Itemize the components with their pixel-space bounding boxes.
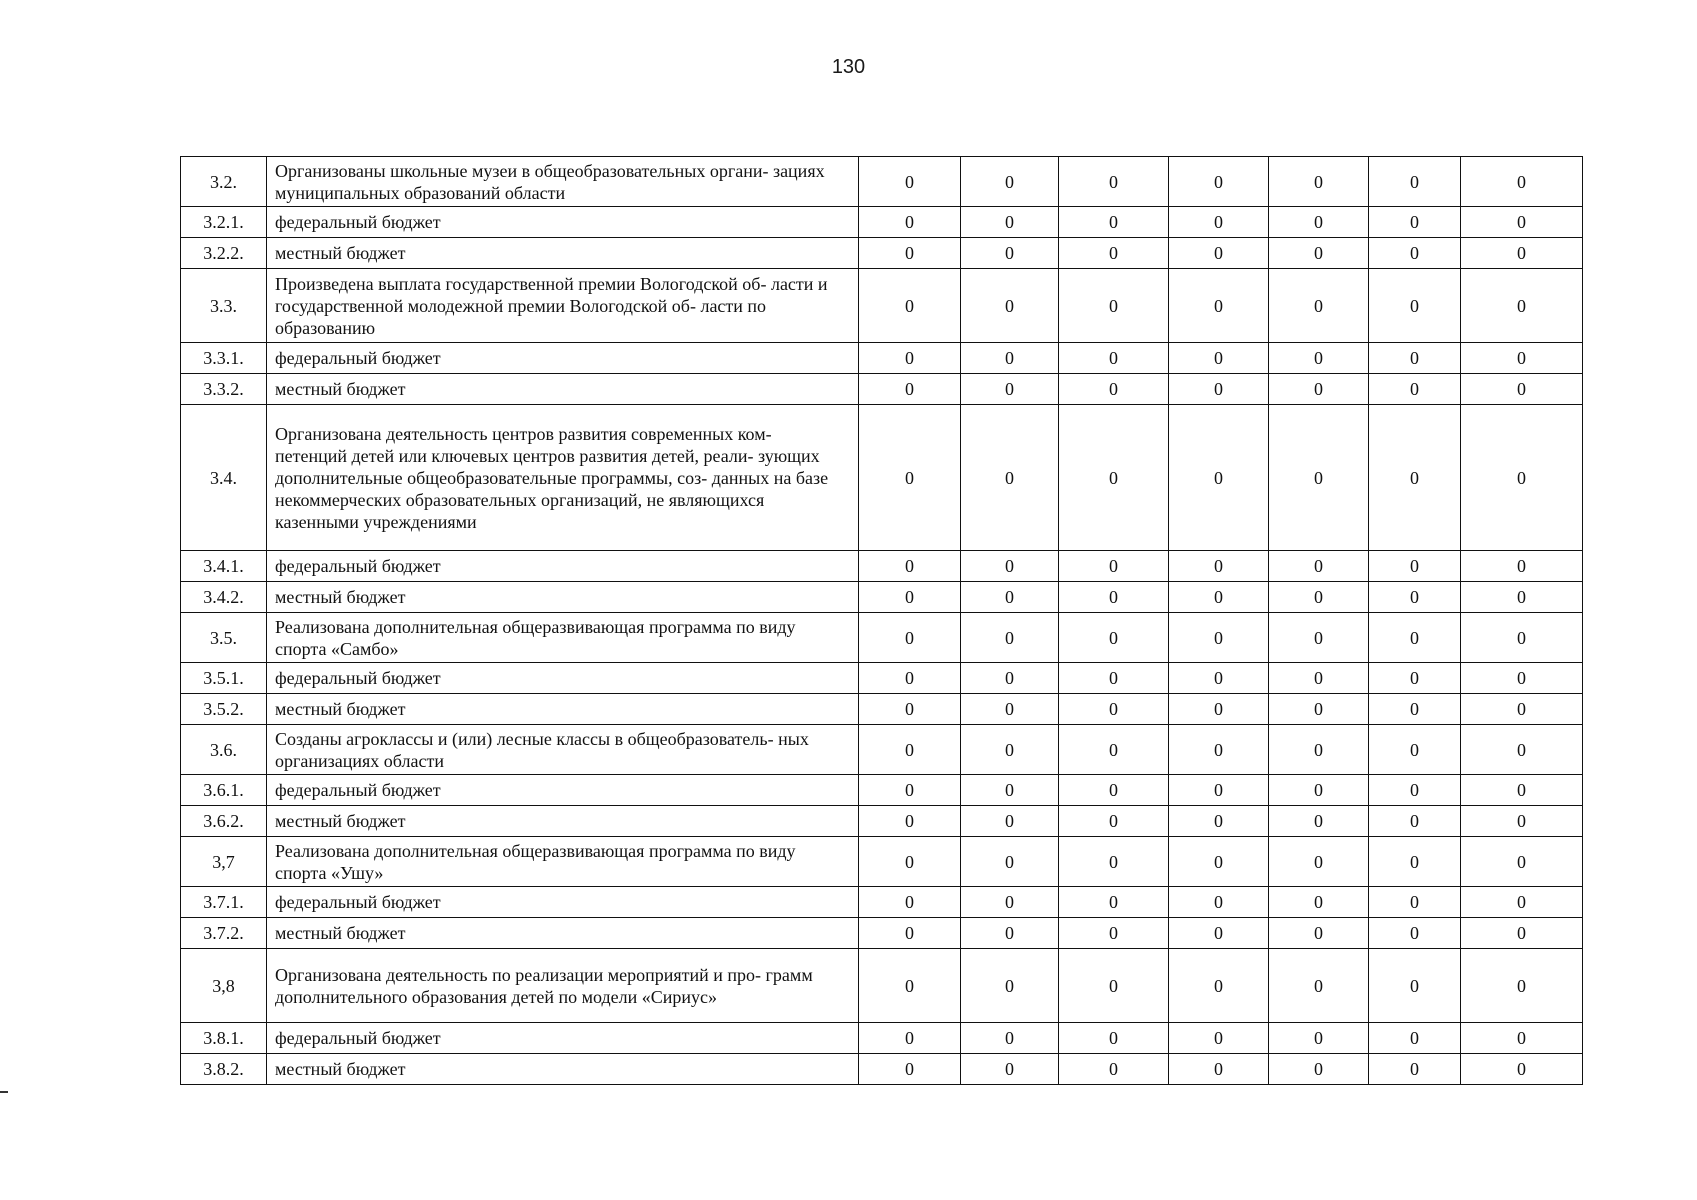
table-row (181, 806, 1583, 837)
row-description: местный бюджет (267, 374, 859, 405)
value-cell: 0 (1269, 238, 1369, 269)
value-cell: 0 (859, 775, 961, 806)
row-description: местный бюджет (267, 806, 859, 837)
value-cell: 0 (1269, 207, 1369, 238)
value-cell: 0 (1269, 775, 1369, 806)
table-row (181, 837, 1583, 887)
value-cell: 0 (859, 207, 961, 238)
value-cell: 0 (859, 582, 961, 613)
budget-table (180, 156, 1583, 1085)
row-number: 3.8.2. (181, 1054, 267, 1085)
value-cell: 0 (1461, 725, 1583, 775)
value-cell: 0 (961, 582, 1059, 613)
row-description: федеральный бюджет (267, 775, 859, 806)
value-cell: 0 (1461, 238, 1583, 269)
value-cell: 0 (1169, 663, 1269, 694)
row-number: 3.3.1. (181, 343, 267, 374)
table-row (181, 918, 1583, 949)
table-row (181, 887, 1583, 918)
scan-margin-mark (0, 1091, 8, 1093)
value-cell: 0 (859, 374, 961, 405)
table-row (181, 405, 1583, 551)
value-cell: 0 (1269, 551, 1369, 582)
row-description: Организована деятельность центров развития современных ком- петенций детей или ключевых центров развития детей, реали- зующих дополнительные общеобразовательные программы, соз- данных на базе некоммерческих образовательных организаций, не являющихся казенными учреждениями (267, 405, 859, 551)
value-cell: 0 (1169, 405, 1269, 551)
value-cell: 0 (1461, 837, 1583, 887)
value-cell: 0 (1269, 837, 1369, 887)
row-number: 3.7.2. (181, 918, 267, 949)
row-description: Созданы агроклассы и (или) лесные классы в общеобразователь- ных организациях области (267, 725, 859, 775)
value-cell: 0 (1461, 806, 1583, 837)
value-cell: 0 (1369, 918, 1461, 949)
value-cell: 0 (1059, 207, 1169, 238)
value-cell: 0 (1461, 157, 1583, 207)
value-cell: 0 (1169, 887, 1269, 918)
value-cell: 0 (961, 269, 1059, 343)
value-cell: 0 (859, 918, 961, 949)
value-cell: 0 (961, 663, 1059, 694)
value-cell: 0 (1369, 238, 1461, 269)
value-cell: 0 (1369, 405, 1461, 551)
row-number: 3.7.1. (181, 887, 267, 918)
value-cell: 0 (1369, 207, 1461, 238)
value-cell: 0 (1269, 157, 1369, 207)
value-cell: 0 (1461, 374, 1583, 405)
table-row (181, 551, 1583, 582)
value-cell: 0 (1369, 551, 1461, 582)
row-number: 3,7 (181, 837, 267, 887)
row-description: федеральный бюджет (267, 343, 859, 374)
row-number: 3.4.1. (181, 551, 267, 582)
value-cell: 0 (1369, 374, 1461, 405)
value-cell: 0 (1169, 806, 1269, 837)
value-cell: 0 (1059, 343, 1169, 374)
row-description: федеральный бюджет (267, 887, 859, 918)
value-cell: 0 (1059, 551, 1169, 582)
value-cell: 0 (1461, 207, 1583, 238)
value-cell: 0 (1269, 949, 1369, 1023)
value-cell: 0 (1169, 918, 1269, 949)
value-cell: 0 (859, 1023, 961, 1054)
value-cell: 0 (1059, 887, 1169, 918)
table-row (181, 613, 1583, 663)
value-cell: 0 (1461, 949, 1583, 1023)
row-number: 3.4. (181, 405, 267, 551)
value-cell: 0 (1461, 1054, 1583, 1085)
table-row (181, 207, 1583, 238)
value-cell: 0 (1369, 582, 1461, 613)
value-cell: 0 (961, 1054, 1059, 1085)
value-cell: 0 (1461, 269, 1583, 343)
row-number: 3.2. (181, 157, 267, 207)
value-cell: 0 (1461, 405, 1583, 551)
value-cell: 0 (1461, 694, 1583, 725)
value-cell: 0 (1269, 663, 1369, 694)
row-number: 3.2.1. (181, 207, 267, 238)
value-cell: 0 (1369, 1023, 1461, 1054)
row-number: 3.5.1. (181, 663, 267, 694)
value-cell: 0 (1169, 949, 1269, 1023)
value-cell: 0 (1059, 269, 1169, 343)
row-description: Организована деятельность по реализации мероприятий и про- грамм дополнительного образования детей по модели «Сириус» (267, 949, 859, 1023)
value-cell: 0 (1169, 238, 1269, 269)
value-cell: 0 (1169, 343, 1269, 374)
value-cell: 0 (1059, 775, 1169, 806)
value-cell: 0 (859, 949, 961, 1023)
value-cell: 0 (1269, 1023, 1369, 1054)
value-cell: 0 (1059, 1054, 1169, 1085)
value-cell: 0 (1461, 887, 1583, 918)
value-cell: 0 (1059, 694, 1169, 725)
value-cell: 0 (961, 157, 1059, 207)
value-cell: 0 (1169, 837, 1269, 887)
row-description: местный бюджет (267, 694, 859, 725)
value-cell: 0 (961, 374, 1059, 405)
value-cell: 0 (1269, 374, 1369, 405)
value-cell: 0 (1369, 725, 1461, 775)
value-cell: 0 (1059, 806, 1169, 837)
value-cell: 0 (1059, 725, 1169, 775)
value-cell: 0 (859, 269, 961, 343)
table-row (181, 374, 1583, 405)
row-number: 3,8 (181, 949, 267, 1023)
value-cell: 0 (1269, 613, 1369, 663)
value-cell: 0 (961, 918, 1059, 949)
value-cell: 0 (859, 238, 961, 269)
table-row (181, 269, 1583, 343)
value-cell: 0 (1369, 806, 1461, 837)
value-cell: 0 (961, 887, 1059, 918)
value-cell: 0 (1369, 663, 1461, 694)
value-cell: 0 (1059, 582, 1169, 613)
value-cell: 0 (1461, 1023, 1583, 1054)
row-number: 3.5.2. (181, 694, 267, 725)
table-body (181, 157, 1583, 1085)
value-cell: 0 (859, 157, 961, 207)
value-cell: 0 (961, 837, 1059, 887)
row-description: федеральный бюджет (267, 1023, 859, 1054)
value-cell: 0 (1059, 663, 1169, 694)
value-cell: 0 (1059, 157, 1169, 207)
value-cell: 0 (1369, 613, 1461, 663)
row-description: федеральный бюджет (267, 663, 859, 694)
value-cell: 0 (1169, 775, 1269, 806)
value-cell: 0 (961, 343, 1059, 374)
value-cell: 0 (961, 238, 1059, 269)
value-cell: 0 (1369, 694, 1461, 725)
value-cell: 0 (1169, 725, 1269, 775)
value-cell: 0 (1369, 1054, 1461, 1085)
row-number: 3.3.2. (181, 374, 267, 405)
row-description: местный бюджет (267, 1054, 859, 1085)
row-description: местный бюджет (267, 918, 859, 949)
table-row (181, 949, 1583, 1023)
row-number: 3.3. (181, 269, 267, 343)
value-cell: 0 (859, 806, 961, 837)
value-cell: 0 (1169, 1023, 1269, 1054)
value-cell: 0 (1269, 887, 1369, 918)
value-cell: 0 (961, 1023, 1059, 1054)
value-cell: 0 (1269, 918, 1369, 949)
row-number: 3.8.1. (181, 1023, 267, 1054)
row-description: Произведена выплата государственной премии Вологодской об- ласти и государственной молодежной премии Вологодской об- ласти по образованию (267, 269, 859, 343)
table-row (181, 157, 1583, 207)
row-number: 3.6.1. (181, 775, 267, 806)
value-cell: 0 (1059, 949, 1169, 1023)
row-description: федеральный бюджет (267, 207, 859, 238)
value-cell: 0 (961, 725, 1059, 775)
value-cell: 0 (1269, 582, 1369, 613)
value-cell: 0 (961, 775, 1059, 806)
row-number: 3.2.2. (181, 238, 267, 269)
value-cell: 0 (1059, 918, 1169, 949)
value-cell: 0 (1461, 918, 1583, 949)
value-cell: 0 (961, 207, 1059, 238)
value-cell: 0 (1059, 1023, 1169, 1054)
value-cell: 0 (859, 663, 961, 694)
value-cell: 0 (1461, 582, 1583, 613)
value-cell: 0 (859, 694, 961, 725)
row-description: местный бюджет (267, 238, 859, 269)
value-cell: 0 (1461, 613, 1583, 663)
value-cell: 0 (1369, 157, 1461, 207)
row-number: 3.5. (181, 613, 267, 663)
value-cell: 0 (859, 725, 961, 775)
value-cell: 0 (1369, 343, 1461, 374)
value-cell: 0 (1169, 551, 1269, 582)
value-cell: 0 (961, 551, 1059, 582)
table-row (181, 1023, 1583, 1054)
value-cell: 0 (1269, 694, 1369, 725)
value-cell: 0 (1369, 837, 1461, 887)
value-cell: 0 (961, 405, 1059, 551)
row-number: 3.6.2. (181, 806, 267, 837)
value-cell: 0 (1461, 663, 1583, 694)
row-description: федеральный бюджет (267, 551, 859, 582)
value-cell: 0 (859, 551, 961, 582)
page-number: 130 (831, 56, 866, 78)
value-cell: 0 (1169, 374, 1269, 405)
table-row (181, 725, 1583, 775)
value-cell: 0 (859, 837, 961, 887)
table-row (181, 343, 1583, 374)
table-row (181, 582, 1583, 613)
value-cell: 0 (1461, 343, 1583, 374)
value-cell: 0 (1369, 887, 1461, 918)
value-cell: 0 (859, 405, 961, 551)
value-cell: 0 (1269, 725, 1369, 775)
table-row (181, 663, 1583, 694)
value-cell: 0 (859, 887, 961, 918)
value-cell: 0 (1059, 238, 1169, 269)
row-description: Организованы школьные музеи в общеобразовательных органи- зациях муниципальных образований области (267, 157, 859, 207)
value-cell: 0 (1169, 207, 1269, 238)
value-cell: 0 (1369, 269, 1461, 343)
value-cell: 0 (1169, 582, 1269, 613)
row-number: 3.6. (181, 725, 267, 775)
value-cell: 0 (1461, 775, 1583, 806)
row-number: 3.4.2. (181, 582, 267, 613)
value-cell: 0 (1369, 775, 1461, 806)
table-row (181, 694, 1583, 725)
row-description: Реализована дополнительная общеразвивающая программа по виду спорта «Самбо» (267, 613, 859, 663)
value-cell: 0 (961, 806, 1059, 837)
table-row (181, 1054, 1583, 1085)
value-cell: 0 (1059, 405, 1169, 551)
table-row (181, 775, 1583, 806)
value-cell: 0 (1461, 551, 1583, 582)
value-cell: 0 (1169, 613, 1269, 663)
value-cell: 0 (1269, 1054, 1369, 1085)
value-cell: 0 (1269, 269, 1369, 343)
value-cell: 0 (961, 613, 1059, 663)
row-description: местный бюджет (267, 582, 859, 613)
value-cell: 0 (1059, 837, 1169, 887)
value-cell: 0 (859, 343, 961, 374)
value-cell: 0 (859, 1054, 961, 1085)
value-cell: 0 (1269, 405, 1369, 551)
value-cell: 0 (1169, 1054, 1269, 1085)
value-cell: 0 (1059, 613, 1169, 663)
value-cell: 0 (1169, 269, 1269, 343)
value-cell: 0 (1169, 694, 1269, 725)
value-cell: 0 (859, 613, 961, 663)
value-cell: 0 (1169, 157, 1269, 207)
value-cell: 0 (1369, 949, 1461, 1023)
value-cell: 0 (1059, 374, 1169, 405)
value-cell: 0 (1269, 806, 1369, 837)
value-cell: 0 (1269, 343, 1369, 374)
table-row (181, 238, 1583, 269)
value-cell: 0 (961, 949, 1059, 1023)
row-description: Реализована дополнительная общеразвивающая программа по виду спорта «Ушу» (267, 837, 859, 887)
value-cell: 0 (961, 694, 1059, 725)
